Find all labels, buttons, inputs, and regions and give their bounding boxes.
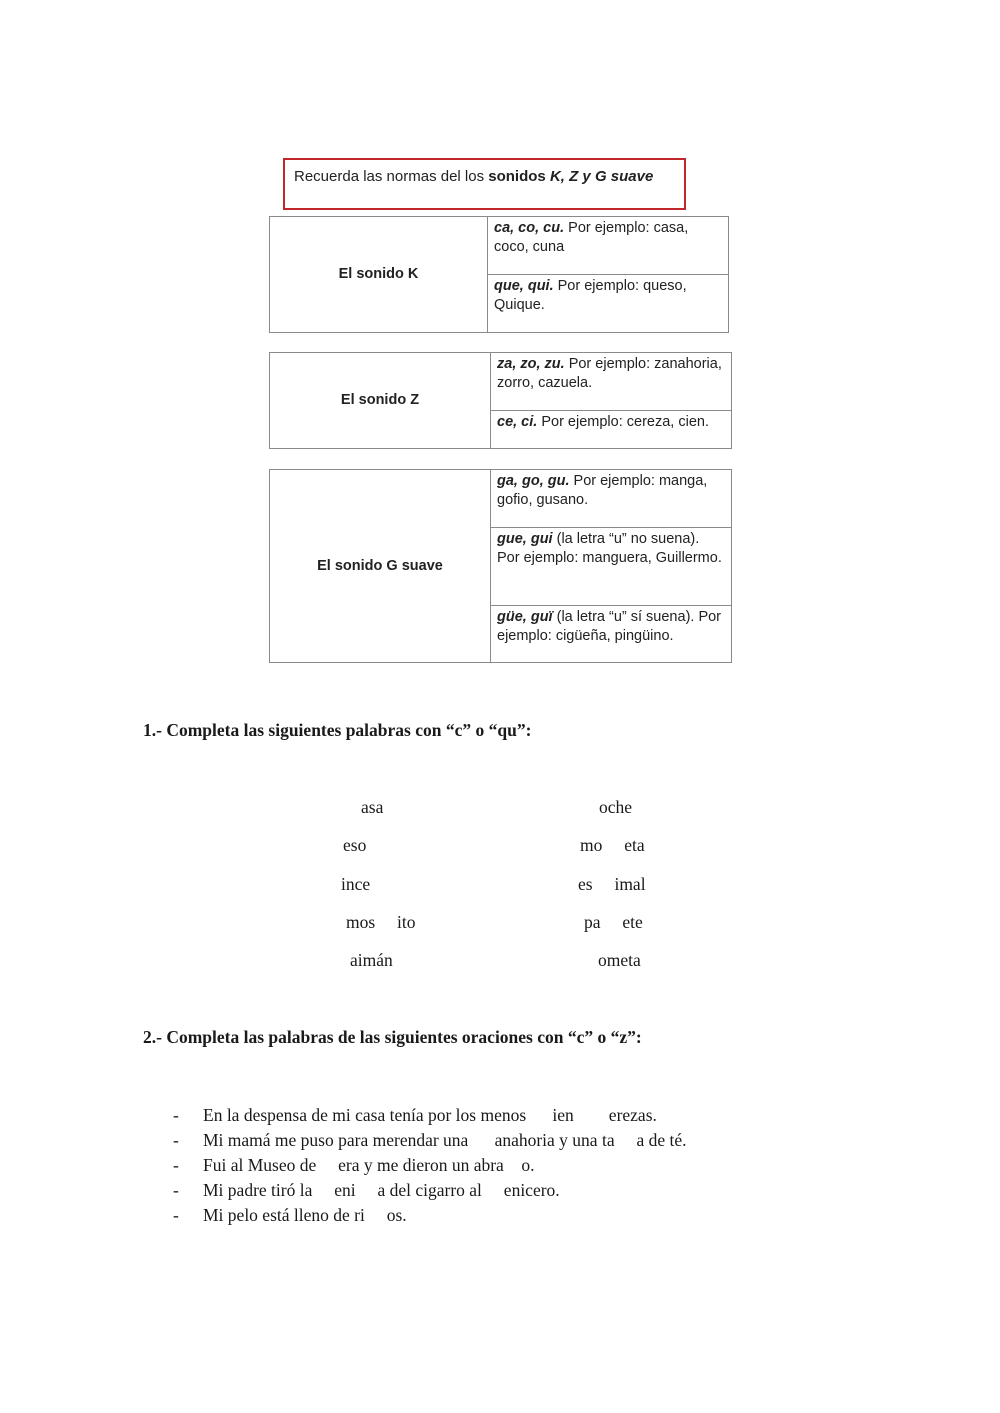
sentence-list: [173, 1103, 687, 1228]
word-blank: ometa: [598, 950, 641, 970]
rule-cell: ca, co, cu. Por ejemplo: casa, coco, cuna: [488, 217, 729, 275]
reminder-bold-italic: K, Z y G suave: [549, 168, 654, 185]
table-sonido-g: [269, 469, 732, 663]
sentence-item: - En la despensa de mi casa tenía por los menos ien erezas.: [173, 1105, 657, 1125]
rule-cell: gue, gui (la letra “u” no suena). Por ejemplo: manguera, Guillermo.: [491, 528, 732, 606]
sentence-item: - Mi mamá me puso para merendar una anahoria y una ta a de té.: [173, 1130, 687, 1150]
word-blank: mos ito: [346, 912, 416, 932]
reminder-text: [294, 168, 653, 185]
sentence-item: - Mi padre tiró la eni a del cigarro al enicero.: [173, 1180, 560, 1200]
rule-cell: que, qui. Por ejemplo: queso, Quique.: [488, 275, 729, 333]
word-blank: asa: [361, 797, 384, 817]
exercise-1-title: 1.- Completa las siguientes palabras con “c” o “qu”:: [143, 720, 532, 740]
label-sonido-g: El sonido G suave: [270, 470, 491, 663]
word-blank: eso: [343, 835, 367, 855]
table-sonido-k: [269, 216, 729, 333]
word-blank: oche: [599, 797, 633, 817]
label-sonido-z: El sonido Z: [270, 353, 491, 449]
rule-cell: güe, guï (la letra “u” sí suena). Por ejemplo: cigüeña, pingüino.: [491, 606, 732, 663]
word-blank: mo eta: [580, 835, 645, 855]
word-blank: ince: [341, 874, 371, 894]
rule-cell: ga, go, gu. Por ejemplo: manga, gofio, gusano.: [491, 470, 732, 528]
reminder-box: [283, 158, 686, 210]
label-sonido-k: El sonido K: [270, 217, 488, 333]
rule-cell: ce, ci. Por ejemplo: cereza, cien.: [491, 411, 732, 449]
sentence-item: - Fui al Museo de era y me dieron un abra o.: [173, 1155, 535, 1175]
word-blank: es imal: [578, 874, 646, 894]
sentence-item: - Mi pelo está lleno de ri os.: [173, 1205, 407, 1225]
reminder-bold: sonidos: [488, 168, 550, 185]
word-blank: pa ete: [584, 912, 643, 932]
table-sonido-z: [269, 352, 732, 449]
rule-cell: za, zo, zu. Por ejemplo: zanahoria, zorro, cazuela.: [491, 353, 732, 411]
exercise-2-title: 2.- Completa las palabras de las siguientes oraciones con “c” o “z”:: [143, 1027, 642, 1047]
word-blank: aimán: [350, 950, 393, 970]
reminder-prefix: Recuerda las normas del los: [294, 168, 489, 185]
